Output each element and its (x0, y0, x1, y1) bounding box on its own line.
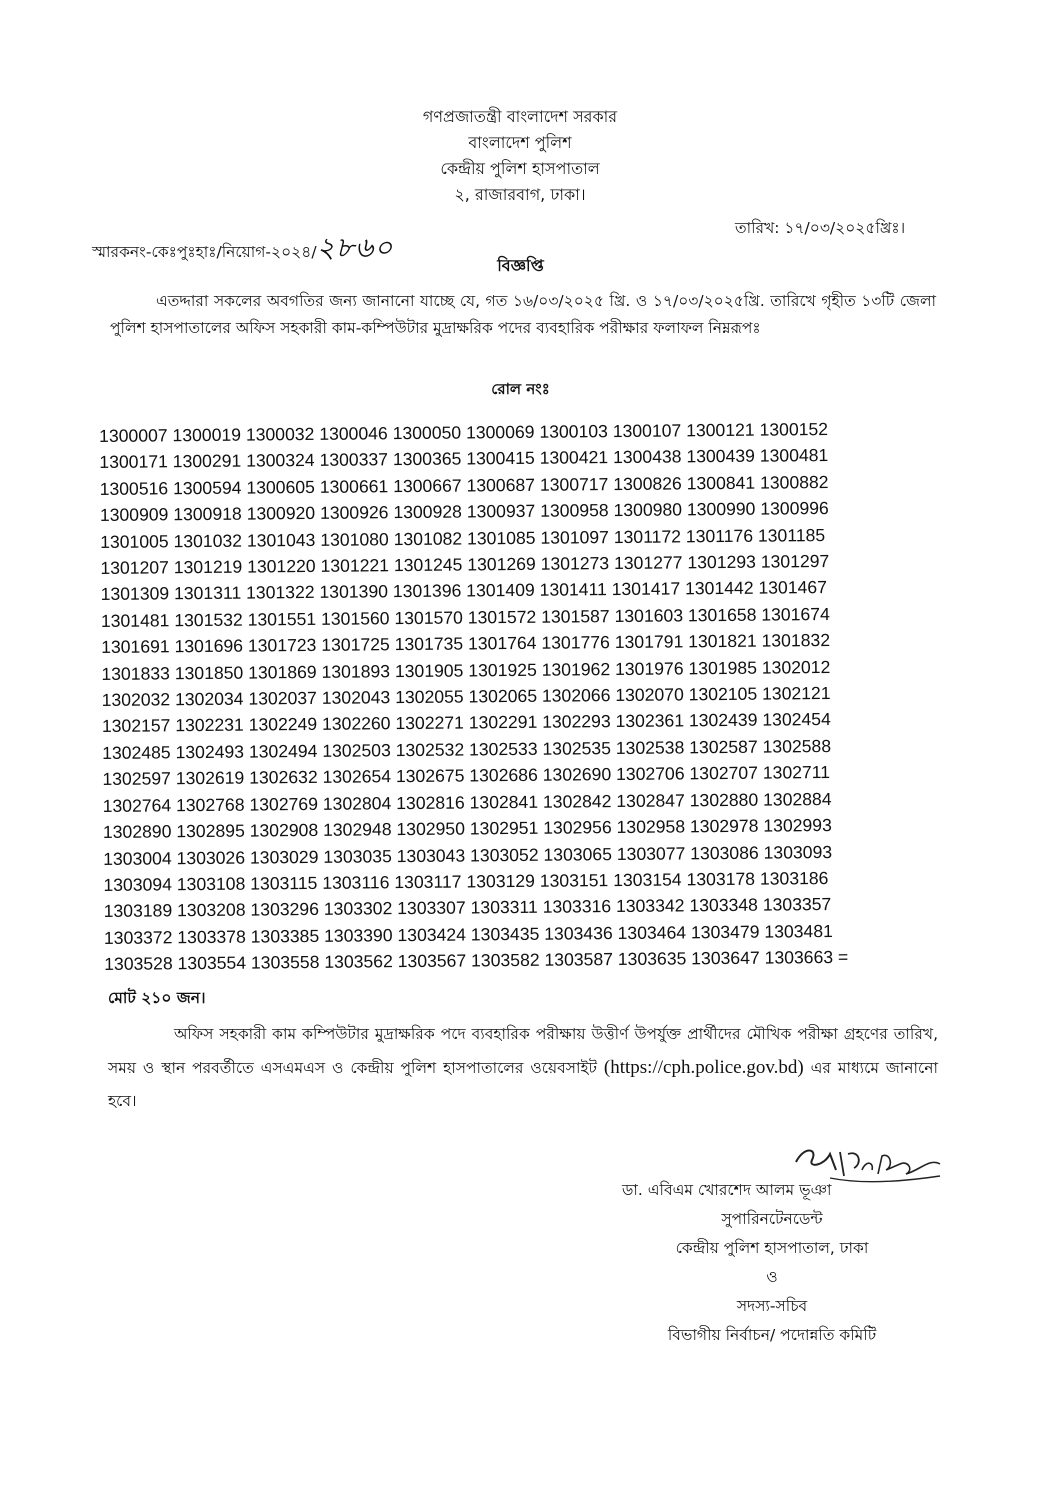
roll-row: 1300909 1300918 1300920 1300926 1300928 1300937 1300958 1300980 1300990 1300996 (99, 498, 829, 526)
roll-row: 1301833 1301850 1301869 1301893 1301905 1301925 1301962 1301976 1301985 1302012 (101, 656, 831, 684)
roll-row: 1302157 1302231 1302249 1302260 1302271 1302291 1302293 1302361 1302439 1302454 (101, 709, 831, 737)
viva-notice-text: অফিস সহকারী কাম কম্পিউটার মুদ্রাক্ষরিক পদে ব্যবহারিক পরীক্ষায় উত্তীর্ণ উপর্যুক্ত প্রার্থীদের মৌখিক পরীক্ষা গ্রহণের তারিখ, সময় ও স্থান পরবর্তীতে এসএমএস ও কেন্দ্রীয় পুলিশ হাসপাতালের ওয়েবসাইট (108, 1025, 938, 1077)
roll-row: 1302032 1302034 1302037 1302043 1302055 1302065 1302066 1302070 1302105 1302121 (101, 683, 831, 711)
office-name: কেন্দ্রীয় পুলিশ হাসপাতাল (440, 159, 600, 178)
total-count: মোট ২১০ জন। (108, 989, 206, 1007)
intro-paragraph: এতদ্দারা সকলের অবগতির জন্য জানানো যাচ্ছে যে, গত ১৬/০৩/২০২৫ খ্রি. ও ১৭/০৩/২০২৫খ্রি. তারিখে গৃহীত ১৩টি জেলা পুলিশ হাসপাতালের অফিস সহকারী কাম-কম্পিউটার মুদ্রাক্ষরিক পদের ব্যবহারিক পরীক্ষার ফলাফল নিম্নরূপঃ (110, 292, 936, 337)
roll-row: 1303189 1303208 1303296 1303302 1303307 1303311 1303316 1303342 1303348 1303357 (103, 894, 832, 922)
roll-number-list (99, 415, 964, 978)
roll-row: 1300171 1300291 1300324 1300337 1300365 1300415 1300421 1300438 1300439 1300481 (99, 445, 829, 473)
roll-row: 1303372 1303378 1303385 1303390 1303424 1303435 1303436 1303464 1303479 1303481 (103, 920, 833, 948)
viva-notice-text-end: এর মাধ্যমে জানানো হবে। (108, 1059, 938, 1110)
department-name: বাংলাদেশ পুলিশ (468, 133, 572, 152)
roll-row: 1302890 1302895 1302908 1302948 1302950 1302951 1302956 1302958 1302978 1302993 (102, 815, 832, 843)
roll-row: 1300516 1300594 1300605 1300661 1300667 1300687 1300717 1300826 1300841 1300882 (99, 471, 829, 499)
roll-row: 1302485 1302493 1302494 1302503 1302532 1302533 1302535 1302538 1302587 1302588 (102, 735, 832, 763)
roll-row: 1302764 1302768 1302769 1302804 1302816 1302841 1302842 1302847 1302880 1302884 (102, 788, 832, 816)
roll-row: 1303094 1303108 1303115 1303116 1303117 1303129 1303151 1303154 1303178 1303186 (103, 867, 829, 895)
signatory-designation: সুপারিনটেনডেন্ট (721, 1210, 823, 1228)
memo-number: ২৮৬০ (316, 231, 394, 264)
signatory-conjunction: ও (766, 1268, 778, 1286)
viva-notice-paragraph (108, 1018, 938, 1118)
roll-row: 1301005 1301032 1301043 1301080 1301082 1301085 1301097 1301172 1301176 1301185 (100, 524, 826, 552)
roll-row: 1301309 1301311 1301322 1301390 1301396 1301409 1301411 1301417 1301442 1301467 (100, 577, 828, 605)
roll-row: 1303528 1303554 1303558 1303562 1303567 1303582 1303587 1303635 1303647 1303663 = (104, 946, 849, 975)
signature-block (612, 1176, 932, 1350)
office-address: ২, রাজারবাগ, ঢাকা। (454, 185, 586, 204)
roll-row: 1301481 1301532 1301551 1301560 1301570 1301572 1301587 1301603 1301658 1301674 (100, 603, 830, 631)
roll-row: 1303004 1303026 1303029 1303035 1303043 1303052 1303065 1303077 1303086 1303093 (103, 841, 833, 869)
signatory-role: সদস্য-সচিব (736, 1297, 808, 1315)
roll-row: 1301691 1301696 1301723 1301725 1301735 1301764 1301776 1301791 1301821 1301832 (101, 630, 831, 658)
signatory-office: কেন্দ্রীয় পুলিশ হাসপাতাল, ঢাকা (675, 1239, 869, 1257)
roll-row: 1302597 1302619 1302632 1302654 1302675 1302686 1302690 1302706 1302707 1302711 (102, 762, 831, 790)
roll-heading: রোল নংঃ (491, 380, 550, 398)
signatory-committee: বিভাগীয় নির্বাচন/ পদোন্নতি কমিটি (667, 1326, 877, 1344)
notice-date: তারিখ: ১৭/০৩/২০২৫খ্রিঃ। (735, 219, 906, 237)
government-name: গণপ্রজাতন্ত্রী বাংলাদেশ সরকার (422, 107, 618, 126)
roll-row: 1301207 1301219 1301220 1301221 1301245 1301269 1301273 1301277 1301293 1301297 (100, 551, 830, 579)
website-link[interactable]: (https://cph.police.gov.bd) (603, 1057, 804, 1078)
memo-prefix: স্মারকনং-কেঃপুঃহাঃ/নিয়োগ-২০২৪/ (92, 243, 317, 261)
roll-row: 1300007 1300019 1300032 1300046 1300050 1300069 1300103 1300107 1300121 1300152 (99, 419, 829, 446)
signatory-name: ডা. এবিএম খোরশেদ আলম ভূঞা (622, 1181, 832, 1199)
letterhead (300, 104, 740, 208)
notice-title: বিজ্ঞপ্তি (497, 256, 544, 275)
